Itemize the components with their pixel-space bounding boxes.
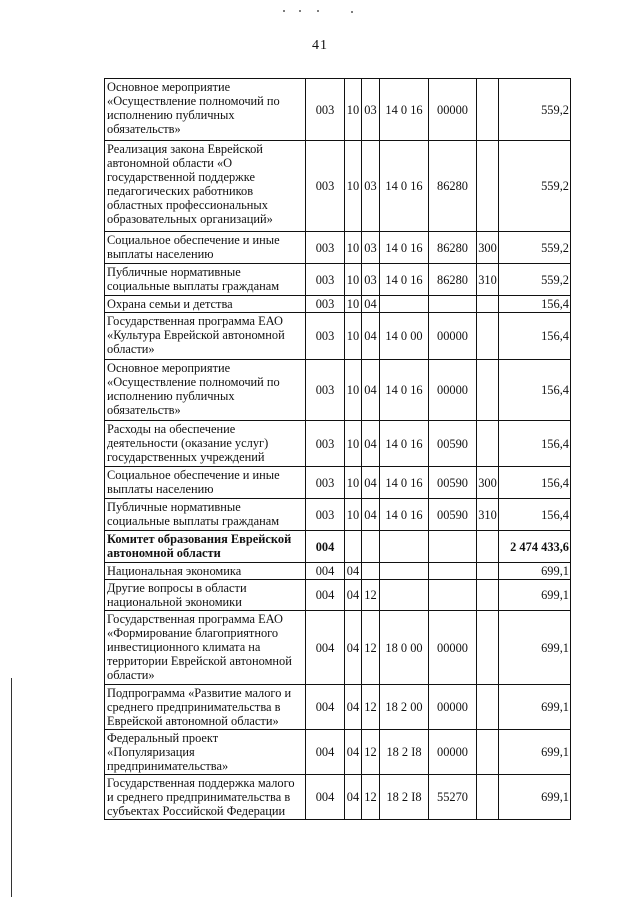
scan-speck xyxy=(299,10,301,12)
cell-subsection: 04 xyxy=(362,296,380,313)
cell-program: 14 0 16 xyxy=(380,467,429,499)
cell-section: 10 xyxy=(345,264,362,296)
cell-amount: 156,4 xyxy=(499,421,571,467)
cell-name: Реализация закона Еврейской автономной области «О государственной поддержке педагогических работников областных профессиональных образовательных организаций» xyxy=(105,141,306,232)
cell-subsection xyxy=(362,531,380,563)
cell-grbs: 004 xyxy=(306,685,345,730)
cell-name: Государственная программа ЕАО «Формирование благоприятного инвестиционного климата на территории Еврейской автономной области» xyxy=(105,611,306,685)
cell-program xyxy=(380,296,429,313)
cell-program: 14 0 16 xyxy=(380,79,429,141)
table-row xyxy=(105,79,571,141)
cell-direction: 55270 xyxy=(429,775,477,820)
cell-name: Основное мероприятие «Осуществление полномочий по исполнению публичных обязательств» xyxy=(105,79,306,141)
cell-subsection: 12 xyxy=(362,580,380,611)
cell-section: 10 xyxy=(345,313,362,360)
cell-section: 04 xyxy=(345,775,362,820)
cell-direction: 00000 xyxy=(429,313,477,360)
cell-expense-type xyxy=(477,580,499,611)
cell-amount: 156,4 xyxy=(499,467,571,499)
cell-grbs: 004 xyxy=(306,775,345,820)
cell-name: Федеральный проект «Популяризация предпринимательства» xyxy=(105,730,306,775)
cell-subsection: 12 xyxy=(362,730,380,775)
table-row xyxy=(105,296,571,313)
cell-name: Национальная экономика xyxy=(105,563,306,580)
cell-program xyxy=(380,531,429,563)
cell-direction: 00590 xyxy=(429,499,477,531)
cell-program: 18 2 I8 xyxy=(380,730,429,775)
cell-expense-type xyxy=(477,685,499,730)
cell-amount: 156,4 xyxy=(499,296,571,313)
cell-section: 04 xyxy=(345,580,362,611)
table-row xyxy=(105,531,571,563)
cell-grbs: 003 xyxy=(306,79,345,141)
cell-direction xyxy=(429,531,477,563)
cell-amount: 699,1 xyxy=(499,730,571,775)
table-body xyxy=(105,79,571,820)
table-row xyxy=(105,360,571,421)
cell-grbs: 004 xyxy=(306,531,345,563)
cell-name: Подпрограмма «Развитие малого и среднего предпринимательства в Еврейской автономной области» xyxy=(105,685,306,730)
table-row xyxy=(105,264,571,296)
cell-grbs: 003 xyxy=(306,360,345,421)
cell-program: 18 2 I8 xyxy=(380,775,429,820)
cell-grbs: 003 xyxy=(306,499,345,531)
cell-subsection: 12 xyxy=(362,611,380,685)
cell-grbs: 003 xyxy=(306,141,345,232)
table-row xyxy=(105,685,571,730)
cell-amount: 156,4 xyxy=(499,313,571,360)
cell-expense-type xyxy=(477,531,499,563)
scan-margin-line xyxy=(11,678,12,897)
cell-direction: 00000 xyxy=(429,611,477,685)
cell-grbs: 003 xyxy=(306,467,345,499)
cell-name: Комитет образования Еврейской автономной области xyxy=(105,531,306,563)
cell-grbs: 003 xyxy=(306,313,345,360)
cell-grbs: 004 xyxy=(306,730,345,775)
cell-amount: 699,1 xyxy=(499,775,571,820)
cell-grbs: 004 xyxy=(306,611,345,685)
cell-program: 14 0 16 xyxy=(380,499,429,531)
cell-amount: 559,2 xyxy=(499,264,571,296)
scan-speck xyxy=(283,10,285,12)
table-row xyxy=(105,730,571,775)
cell-grbs: 004 xyxy=(306,563,345,580)
cell-expense-type xyxy=(477,79,499,141)
cell-section: 04 xyxy=(345,563,362,580)
cell-amount: 559,2 xyxy=(499,141,571,232)
cell-section: 10 xyxy=(345,499,362,531)
cell-expense-type xyxy=(477,611,499,685)
cell-amount: 699,1 xyxy=(499,580,571,611)
cell-program: 14 0 16 xyxy=(380,360,429,421)
cell-name: Государственная программа ЕАО «Культура Еврейской автономной области» xyxy=(105,313,306,360)
cell-section xyxy=(345,531,362,563)
cell-section: 04 xyxy=(345,611,362,685)
cell-direction xyxy=(429,296,477,313)
cell-subsection: 04 xyxy=(362,467,380,499)
cell-name: Расходы на обеспечение деятельности (оказание услуг) государственных учреждений xyxy=(105,421,306,467)
cell-expense-type: 300 xyxy=(477,232,499,264)
cell-expense-type xyxy=(477,296,499,313)
cell-program: 14 0 16 xyxy=(380,141,429,232)
cell-subsection xyxy=(362,563,380,580)
table-row xyxy=(105,467,571,499)
cell-grbs: 003 xyxy=(306,232,345,264)
cell-direction: 00000 xyxy=(429,79,477,141)
cell-section: 10 xyxy=(345,232,362,264)
cell-subsection: 04 xyxy=(362,499,380,531)
cell-subsection: 04 xyxy=(362,313,380,360)
cell-program: 14 0 16 xyxy=(380,232,429,264)
cell-subsection: 03 xyxy=(362,264,380,296)
table-row xyxy=(105,775,571,820)
cell-subsection: 04 xyxy=(362,360,380,421)
cell-direction xyxy=(429,580,477,611)
cell-grbs: 003 xyxy=(306,264,345,296)
cell-grbs: 003 xyxy=(306,421,345,467)
cell-expense-type xyxy=(477,563,499,580)
cell-program: 14 0 00 xyxy=(380,313,429,360)
cell-amount: 156,4 xyxy=(499,360,571,421)
cell-amount: 156,4 xyxy=(499,499,571,531)
table-row xyxy=(105,313,571,360)
cell-grbs: 004 xyxy=(306,580,345,611)
cell-direction: 00000 xyxy=(429,685,477,730)
cell-section: 04 xyxy=(345,730,362,775)
cell-section: 10 xyxy=(345,79,362,141)
cell-program xyxy=(380,580,429,611)
cell-name: Социальное обеспечение и иные выплаты населению xyxy=(105,467,306,499)
table-row xyxy=(105,563,571,580)
cell-expense-type xyxy=(477,313,499,360)
cell-subsection: 04 xyxy=(362,421,380,467)
scan-speck xyxy=(351,11,353,13)
cell-name: Публичные нормативные социальные выплаты гражданам xyxy=(105,264,306,296)
cell-expense-type: 310 xyxy=(477,499,499,531)
cell-program: 18 0 00 xyxy=(380,611,429,685)
cell-direction: 86280 xyxy=(429,264,477,296)
cell-direction: 00590 xyxy=(429,421,477,467)
cell-subsection: 12 xyxy=(362,685,380,730)
cell-amount: 559,2 xyxy=(499,232,571,264)
cell-direction: 00590 xyxy=(429,467,477,499)
cell-section: 04 xyxy=(345,685,362,730)
cell-name: Социальное обеспечение и иные выплаты населению xyxy=(105,232,306,264)
page-number: 41 xyxy=(312,38,328,53)
cell-expense-type: 310 xyxy=(477,264,499,296)
table-row xyxy=(105,499,571,531)
cell-direction: 00000 xyxy=(429,730,477,775)
cell-program: 18 2 00 xyxy=(380,685,429,730)
cell-program: 14 0 16 xyxy=(380,264,429,296)
cell-section: 10 xyxy=(345,360,362,421)
cell-name: Другие вопросы в области национальной экономики xyxy=(105,580,306,611)
cell-direction: 86280 xyxy=(429,141,477,232)
cell-direction xyxy=(429,563,477,580)
cell-section: 10 xyxy=(345,467,362,499)
cell-expense-type xyxy=(477,141,499,232)
cell-subsection: 12 xyxy=(362,775,380,820)
cell-subsection: 03 xyxy=(362,232,380,264)
budget-table xyxy=(104,78,571,820)
cell-direction: 86280 xyxy=(429,232,477,264)
cell-program xyxy=(380,563,429,580)
cell-amount: 559,2 xyxy=(499,79,571,141)
cell-grbs: 003 xyxy=(306,296,345,313)
cell-expense-type: 300 xyxy=(477,467,499,499)
cell-name: Основное мероприятие «Осуществление полномочий по исполнению публичных обязательств» xyxy=(105,360,306,421)
cell-direction: 00000 xyxy=(429,360,477,421)
table-row xyxy=(105,580,571,611)
cell-amount: 699,1 xyxy=(499,685,571,730)
cell-name: Охрана семьи и детства xyxy=(105,296,306,313)
table-row xyxy=(105,611,571,685)
scan-speck xyxy=(317,10,319,12)
cell-amount: 2 474 433,6 xyxy=(499,531,571,563)
cell-amount: 699,1 xyxy=(499,563,571,580)
table-row xyxy=(105,141,571,232)
cell-expense-type xyxy=(477,421,499,467)
cell-expense-type xyxy=(477,775,499,820)
cell-subsection: 03 xyxy=(362,79,380,141)
cell-name: Государственная поддержка малого и среднего предпринимательства в субъектах Российской Федерации xyxy=(105,775,306,820)
cell-program: 14 0 16 xyxy=(380,421,429,467)
table-row xyxy=(105,421,571,467)
cell-name: Публичные нормативные социальные выплаты гражданам xyxy=(105,499,306,531)
cell-expense-type xyxy=(477,360,499,421)
cell-expense-type xyxy=(477,730,499,775)
cell-section: 10 xyxy=(345,141,362,232)
cell-amount: 699,1 xyxy=(499,611,571,685)
cell-section: 10 xyxy=(345,296,362,313)
cell-section: 10 xyxy=(345,421,362,467)
cell-subsection: 03 xyxy=(362,141,380,232)
table-row xyxy=(105,232,571,264)
